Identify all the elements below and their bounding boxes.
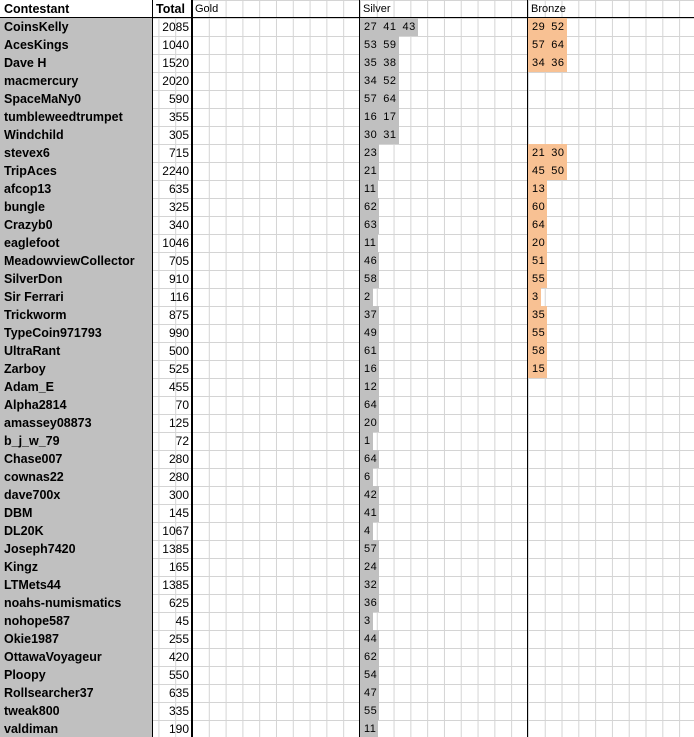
silver-medal-number[interactable]: 43	[399, 18, 418, 36]
contestant-name[interactable]: Crazyb0	[4, 218, 53, 232]
bronze-medal-number[interactable]: 64	[528, 216, 547, 234]
contestant-name[interactable]: Sir Ferrari	[4, 290, 64, 304]
silver-medal-number[interactable]: 41	[379, 18, 398, 36]
contestant-name[interactable]: MeadowviewCollector	[4, 254, 135, 268]
bronze-medal-number[interactable]: 21	[528, 144, 547, 162]
table-row[interactable]	[0, 54, 694, 72]
contestant-total[interactable]: 990	[168, 326, 189, 340]
table-row[interactable]	[0, 126, 694, 144]
bronze-medal-number[interactable]: 30	[547, 144, 566, 162]
contestant-total[interactable]: 550	[168, 668, 189, 682]
silver-medal-cells	[360, 162, 379, 180]
silver-medal-number[interactable]: 3	[360, 612, 373, 630]
silver-medal-number[interactable]: 61	[360, 342, 379, 360]
silver-medal-cells	[360, 504, 379, 522]
contestant-total[interactable]: 1385	[162, 578, 189, 592]
table-row[interactable]	[0, 468, 694, 486]
contestant-total[interactable]: 340	[168, 218, 189, 232]
silver-medal-cells	[360, 36, 399, 54]
silver-medal-cells	[360, 486, 379, 504]
contestant-name[interactable]: DBM	[4, 506, 33, 520]
silver-medal-number[interactable]: 21	[360, 162, 379, 180]
header-total[interactable]: Total	[152, 0, 191, 18]
contestant-total[interactable]: 70	[175, 398, 189, 412]
contestant-total[interactable]: 705	[168, 254, 189, 268]
silver-medal-cells	[360, 108, 399, 126]
bronze-medal-number[interactable]: 45	[528, 162, 547, 180]
header-bronze[interactable]: Bronze	[531, 3, 566, 15]
bronze-medal-cells	[528, 234, 547, 252]
silver-medal-number[interactable]: 35	[360, 54, 379, 72]
header-bottom-border	[0, 17, 694, 18]
contestant-name[interactable]: eaglefoot	[4, 236, 60, 250]
bronze-medal-number[interactable]: 3	[528, 288, 541, 306]
silver-medal-cells	[360, 198, 379, 216]
bronze-medal-number[interactable]: 64	[547, 36, 566, 54]
table-row[interactable]	[0, 666, 694, 684]
silver-medal-cells	[360, 360, 379, 378]
table-row[interactable]	[0, 18, 694, 36]
header-contestant[interactable]: Contestant	[0, 0, 152, 18]
contestant-total[interactable]: 2020	[162, 74, 189, 88]
silver-medal-number[interactable]: 46	[360, 252, 379, 270]
contestant-total[interactable]: 116	[169, 290, 189, 304]
contestant-name[interactable]: Windchild	[4, 128, 64, 142]
bronze-medal-cells	[528, 342, 547, 360]
contestant-total[interactable]: 305	[168, 128, 189, 142]
silver-medal-number[interactable]: 31	[379, 126, 398, 144]
bronze-medal-cells	[528, 216, 547, 234]
bronze-medal-number[interactable]: 58	[528, 342, 547, 360]
silver-medal-number[interactable]: 16	[360, 360, 379, 378]
silver-medal-cells	[360, 414, 379, 432]
contestant-name[interactable]: Ploopy	[4, 668, 46, 682]
contestant-name[interactable]: SpaceMaNy0	[4, 92, 82, 106]
bronze-medal-cells	[528, 306, 547, 324]
bronze-medal-cells	[528, 252, 547, 270]
table-row[interactable]	[0, 576, 694, 594]
silver-medal-number[interactable]: 53	[360, 36, 379, 54]
table-row[interactable]	[0, 558, 694, 576]
silver-medal-cells	[360, 666, 379, 684]
bronze-medal-number[interactable]: 55	[528, 270, 547, 288]
silver-medal-number[interactable]: 42	[360, 486, 379, 504]
silver-medal-cells	[360, 576, 379, 594]
contestant-name[interactable]: tumbleweedtrumpet	[4, 110, 123, 124]
table-row[interactable]	[0, 36, 694, 54]
table-row[interactable]	[0, 504, 694, 522]
table-row[interactable]	[0, 684, 694, 702]
contestant-total[interactable]: 2085	[162, 20, 189, 34]
contestant-total[interactable]: 525	[168, 362, 189, 376]
contestant-name[interactable]: bungle	[4, 200, 45, 214]
bronze-medal-number[interactable]: 13	[528, 180, 547, 198]
bronze-medal-number[interactable]: 20	[528, 234, 547, 252]
contestant-total[interactable]: 45	[175, 614, 189, 628]
contestant-total[interactable]: 125	[168, 416, 189, 430]
silver-medal-number[interactable]: 20	[360, 414, 379, 432]
contestant-total[interactable]: 500	[168, 344, 189, 358]
silver-medal-cells	[360, 396, 379, 414]
silver-medal-number[interactable]: 62	[360, 198, 379, 216]
silver-medal-number[interactable]: 64	[379, 90, 398, 108]
table-row[interactable]	[0, 540, 694, 558]
header-silver[interactable]: Silver	[363, 3, 391, 15]
silver-medal-cells	[360, 342, 379, 360]
name-column-border	[152, 0, 153, 737]
contestant-total[interactable]: 1520	[162, 56, 189, 70]
contestant-total[interactable]: 1385	[162, 542, 189, 556]
contestant-name[interactable]: afcop13	[4, 182, 52, 196]
silver-medal-cells	[360, 270, 379, 288]
bronze-medal-cells	[528, 270, 547, 288]
silver-medal-cells	[360, 324, 379, 342]
table-row[interactable]	[0, 720, 694, 737]
contestant-name[interactable]: nohope587	[4, 614, 70, 628]
silver-medal-cells	[360, 450, 379, 468]
contestant-total[interactable]: 145	[168, 506, 189, 520]
bronze-medal-cells	[528, 288, 541, 306]
bronze-medal-number[interactable]: 50	[547, 162, 566, 180]
bronze-medal-number[interactable]: 55	[528, 324, 547, 342]
table-row[interactable]	[0, 396, 694, 414]
table-row[interactable]	[0, 180, 694, 198]
table-row[interactable]	[0, 108, 694, 126]
silver-medal-cells	[360, 594, 379, 612]
table-row[interactable]	[0, 234, 694, 252]
silver-medal-cells	[360, 216, 379, 234]
silver-medal-cells	[360, 378, 379, 396]
contestant-total[interactable]: 875	[168, 308, 189, 322]
silver-medal-number[interactable]: 34	[360, 72, 379, 90]
contestant-total[interactable]: 455	[168, 380, 189, 394]
bronze-medal-cells	[528, 36, 567, 54]
silver-medal-number[interactable]: 32	[360, 576, 379, 594]
gold-silver-divider	[359, 0, 360, 737]
table-row[interactable]	[0, 252, 694, 270]
table-row[interactable]	[0, 270, 694, 288]
silver-medal-number[interactable]: 64	[360, 450, 379, 468]
table-row[interactable]	[0, 522, 694, 540]
silver-medal-number[interactable]: 36	[360, 594, 379, 612]
silver-medal-number[interactable]: 27	[360, 18, 379, 36]
table-row[interactable]	[0, 324, 694, 342]
bronze-medal-cells	[528, 324, 547, 342]
silver-medal-number[interactable]: 11	[360, 180, 378, 198]
silver-medal-number[interactable]: 17	[379, 108, 398, 126]
contestant-name[interactable]: tweak800	[4, 704, 60, 718]
silver-medal-cells	[360, 522, 373, 540]
contestant-name[interactable]: Joseph7420	[4, 542, 76, 556]
table-row[interactable]	[0, 288, 694, 306]
contestant-total[interactable]: 635	[168, 182, 189, 196]
bronze-medal-number[interactable]: 34	[528, 54, 547, 72]
silver-medal-cells	[360, 306, 379, 324]
bronze-medal-number[interactable]: 29	[528, 18, 547, 36]
bronze-medal-cells	[528, 144, 567, 162]
contestant-name[interactable]: DL20K	[4, 524, 44, 538]
contestant-name[interactable]: OttawaVoyageur	[4, 650, 102, 664]
contestant-name[interactable]: SilverDon	[4, 272, 63, 286]
silver-medal-number[interactable]: 30	[360, 126, 379, 144]
table-row[interactable]	[0, 72, 694, 90]
table-row[interactable]	[0, 342, 694, 360]
silver-medal-cells	[360, 126, 399, 144]
silver-medal-number[interactable]: 59	[379, 36, 398, 54]
contestant-name[interactable]: amassey08873	[4, 416, 92, 430]
silver-medal-number[interactable]: 44	[360, 630, 379, 648]
contestant-total[interactable]: 165	[168, 560, 189, 574]
bronze-medal-number[interactable]: 15	[528, 360, 547, 378]
contestant-total[interactable]: 325	[168, 200, 189, 214]
table-row[interactable]	[0, 378, 694, 396]
contestant-total[interactable]: 280	[168, 452, 189, 466]
table-row[interactable]	[0, 360, 694, 378]
silver-medal-cells	[360, 72, 399, 90]
bronze-medal-number[interactable]: 35	[528, 306, 547, 324]
contestant-total[interactable]: 2240	[162, 164, 189, 178]
table-row[interactable]	[0, 414, 694, 432]
contestant-name[interactable]: Dave H	[4, 56, 47, 70]
table-row[interactable]	[0, 450, 694, 468]
contestant-total[interactable]: 910	[168, 272, 189, 286]
contestant-name[interactable]: Zarboy	[4, 362, 46, 376]
silver-medal-number[interactable]: 38	[379, 54, 398, 72]
total-column-border-right	[192, 0, 193, 737]
silver-bronze-divider	[527, 0, 528, 737]
silver-medal-number[interactable]: 16	[360, 108, 379, 126]
contestant-total[interactable]: 1067	[162, 524, 189, 538]
contestant-name[interactable]: Trickworm	[4, 308, 67, 322]
silver-medal-cells	[360, 702, 379, 720]
contestant-name[interactable]: valdiman	[4, 722, 59, 736]
contestant-total[interactable]: 1046	[162, 236, 189, 250]
silver-medal-cells	[360, 288, 373, 306]
silver-medal-number[interactable]: 24	[360, 558, 379, 576]
contestant-total[interactable]: 1040	[162, 38, 189, 52]
table-row[interactable]	[0, 630, 694, 648]
silver-medal-number[interactable]: 64	[360, 396, 379, 414]
table-row[interactable]	[0, 162, 694, 180]
silver-medal-cells	[360, 612, 373, 630]
table-row[interactable]	[0, 612, 694, 630]
silver-medal-number[interactable]: 37	[360, 306, 379, 324]
silver-medal-cells	[360, 90, 399, 108]
table-row[interactable]	[0, 486, 694, 504]
contestant-name[interactable]: dave700x	[4, 488, 61, 502]
silver-medal-number[interactable]: 54	[360, 666, 379, 684]
silver-medal-cells	[360, 180, 378, 198]
contestant-total[interactable]: 280	[168, 470, 189, 484]
silver-medal-number[interactable]: 49	[360, 324, 379, 342]
contestant-name[interactable]: Okie1987	[4, 632, 59, 646]
contestant-name[interactable]: TripAces	[4, 164, 57, 178]
silver-medal-number[interactable]: 58	[360, 270, 379, 288]
silver-medal-number[interactable]: 1	[360, 432, 373, 450]
contestant-name[interactable]: b_j_w_79	[4, 434, 60, 448]
contestant-total[interactable]: 355	[168, 110, 189, 124]
contestant-name[interactable]: Kingz	[4, 560, 39, 574]
silver-medal-cells	[360, 468, 373, 486]
contestant-name[interactable]: LTMets44	[4, 578, 61, 592]
silver-medal-cells	[360, 540, 379, 558]
contestant-total[interactable]: 190	[168, 722, 189, 736]
contestant-name[interactable]: stevex6	[4, 146, 50, 160]
silver-medal-cells	[360, 630, 379, 648]
contestant-total[interactable]: 72	[175, 434, 189, 448]
table-row[interactable]	[0, 648, 694, 666]
silver-medal-cells	[360, 54, 399, 72]
silver-medal-number[interactable]: 57	[360, 540, 379, 558]
contestant-name[interactable]: macmercury	[4, 74, 79, 88]
contestant-name[interactable]: noahs-numismatics	[4, 596, 122, 610]
contestant-total[interactable]: 715	[168, 146, 189, 160]
contestant-name[interactable]: UltraRant	[4, 344, 61, 358]
table-row[interactable]	[0, 198, 694, 216]
bronze-medal-number[interactable]: 60	[528, 198, 547, 216]
silver-medal-number[interactable]: 11	[360, 234, 378, 252]
silver-medal-number[interactable]: 63	[360, 216, 379, 234]
contestant-total[interactable]: 255	[168, 632, 189, 646]
contestant-name[interactable]: CoinsKelly	[4, 20, 69, 34]
header-gold[interactable]: Gold	[195, 3, 219, 15]
bronze-medal-cells	[528, 54, 567, 72]
silver-medal-number[interactable]: 2	[360, 288, 373, 306]
silver-medal-cells	[360, 18, 418, 36]
silver-medal-cells	[360, 144, 379, 162]
table-row[interactable]	[0, 702, 694, 720]
silver-medal-cells	[360, 648, 379, 666]
silver-medal-cells	[360, 234, 378, 252]
silver-medal-number[interactable]: 23	[360, 144, 379, 162]
silver-medal-cells	[360, 720, 378, 737]
contestant-name[interactable]: AcesKings	[4, 38, 69, 52]
contestant-total[interactable]: 625	[168, 596, 189, 610]
table-row[interactable]	[0, 90, 694, 108]
contestant-name[interactable]: Chase007	[4, 452, 63, 466]
contestant-total[interactable]: 590	[168, 92, 189, 106]
contestant-name[interactable]: TypeCoin971793	[4, 326, 102, 340]
table-row[interactable]	[0, 432, 694, 450]
contestant-total[interactable]: 635	[168, 686, 189, 700]
bronze-medal-cells	[528, 360, 547, 378]
silver-medal-number[interactable]: 62	[360, 648, 379, 666]
bronze-medal-cells	[528, 180, 547, 198]
bronze-medal-number[interactable]: 52	[547, 18, 566, 36]
contestant-total[interactable]: 335	[168, 704, 189, 718]
table-row[interactable]	[0, 306, 694, 324]
bronze-medal-cells	[528, 162, 567, 180]
silver-medal-cells	[360, 252, 379, 270]
bronze-medal-number[interactable]: 51	[528, 252, 547, 270]
contestant-name[interactable]: cownas22	[4, 470, 64, 484]
silver-medal-number[interactable]: 41	[360, 504, 379, 522]
contestant-total[interactable]: 420	[168, 650, 189, 664]
silver-medal-number[interactable]: 57	[360, 90, 379, 108]
silver-medal-number[interactable]: 52	[379, 72, 398, 90]
bronze-medal-cells	[528, 18, 567, 36]
silver-medal-number[interactable]: 11	[360, 720, 378, 737]
bronze-medal-number[interactable]: 36	[547, 54, 566, 72]
silver-medal-number[interactable]: 47	[360, 684, 379, 702]
silver-medal-number[interactable]: 6	[360, 468, 373, 486]
table-row[interactable]	[0, 594, 694, 612]
bronze-medal-number[interactable]: 57	[528, 36, 547, 54]
contestant-name[interactable]: Rollsearcher37	[4, 686, 94, 700]
table-row[interactable]	[0, 144, 694, 162]
table-row[interactable]	[0, 216, 694, 234]
silver-medal-number[interactable]: 12	[360, 378, 379, 396]
contestant-name[interactable]: Alpha2814	[4, 398, 67, 412]
silver-medal-cells	[360, 684, 379, 702]
contestant-name[interactable]: Adam_E	[4, 380, 55, 394]
silver-medal-cells	[360, 558, 379, 576]
contestant-total[interactable]: 300	[168, 488, 189, 502]
bronze-medal-cells	[528, 198, 547, 216]
silver-medal-cells	[360, 432, 373, 450]
silver-medal-number[interactable]: 55	[360, 702, 379, 720]
silver-medal-number[interactable]: 4	[360, 522, 373, 540]
